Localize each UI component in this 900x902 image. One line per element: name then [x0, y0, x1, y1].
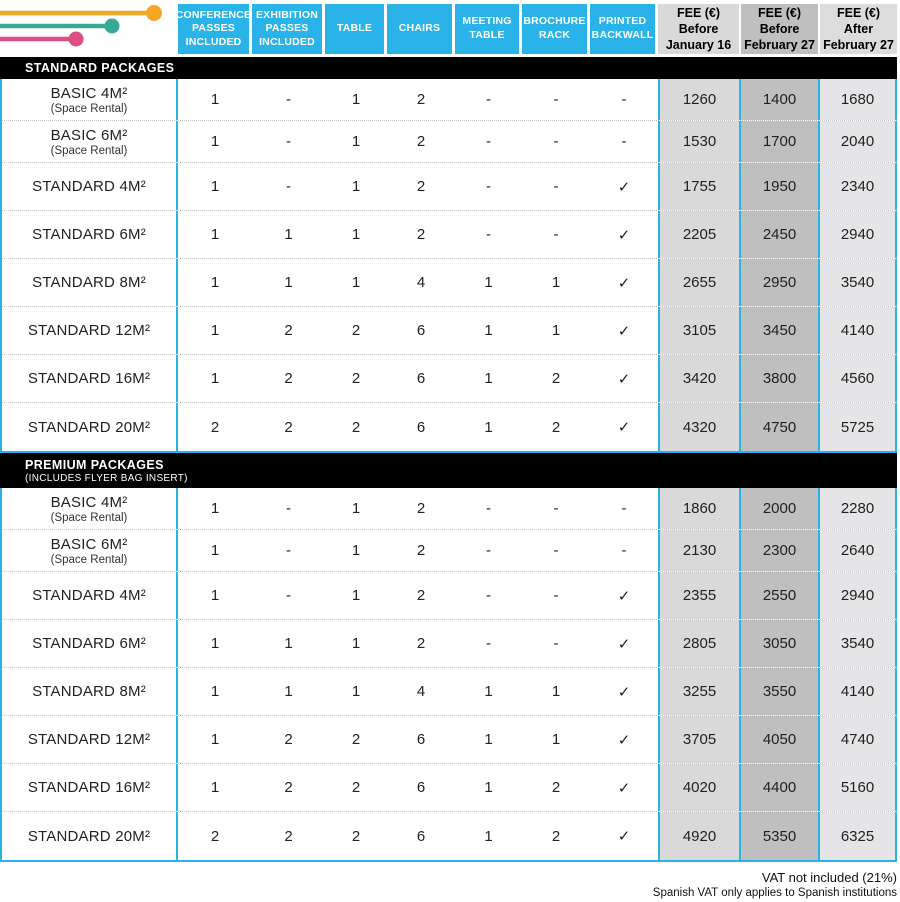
fee-cell: 3705	[658, 716, 739, 763]
fee-header-line: February 27	[744, 38, 815, 53]
value-cell: 2	[351, 322, 361, 339]
value-cell: 1	[484, 274, 493, 291]
table-row	[2, 307, 897, 355]
value-cell: 6	[416, 322, 426, 339]
table-row	[2, 79, 897, 121]
header-brochure-rack: BROCHURE RACK	[522, 4, 590, 54]
package-name-cell	[2, 572, 178, 619]
value-cell: 6	[416, 418, 426, 436]
table-row	[2, 403, 897, 451]
package-name: BASIC 4M²	[50, 493, 128, 511]
value-cell: -	[621, 500, 627, 517]
section-rows	[0, 79, 897, 453]
value-cell: 2	[416, 226, 426, 243]
package-name: STANDARD 16M²	[27, 779, 151, 796]
package-subtitle: (Space Rental)	[50, 511, 128, 524]
checkmark: ✓	[617, 635, 631, 653]
checkmark: ✓	[617, 419, 631, 436]
value-cell: 2	[416, 635, 426, 652]
value-cell: 2	[351, 370, 361, 387]
fee-cell: 4320	[658, 403, 739, 451]
value-cell: 2	[551, 370, 561, 387]
fee-cell: 3540	[818, 259, 897, 306]
checkmark: ✓	[617, 587, 631, 605]
package-name-cell	[2, 259, 178, 306]
section-header	[0, 453, 897, 488]
package-name-cell	[2, 620, 178, 667]
fee-cell: 6325	[818, 812, 897, 860]
value-cell: 1	[484, 683, 493, 700]
fee-cell: 2640	[818, 530, 897, 571]
fee-header-line: FEE (€)	[836, 5, 881, 20]
table-body	[0, 57, 897, 862]
table-row	[2, 259, 897, 307]
fee-cell: 5160	[818, 764, 897, 811]
value-cell: 2	[551, 779, 561, 796]
value-cell: 2	[551, 418, 561, 436]
value-cell: -	[553, 91, 559, 108]
vat-note	[0, 870, 897, 899]
table-row	[2, 355, 897, 403]
fee-cell: 3105	[658, 307, 739, 354]
value-cell: -	[286, 500, 291, 517]
package-name: STANDARD 6M²	[32, 635, 146, 652]
header-fee-before-feb27	[739, 4, 818, 54]
value-cell: 4	[416, 274, 426, 291]
checkmark: ✓	[617, 322, 631, 340]
fee-cell: 2205	[658, 211, 739, 258]
package-name-cell	[2, 211, 178, 258]
checkmark: ✓	[617, 274, 631, 292]
value-cell: 1	[484, 322, 493, 339]
fee-header-line: After	[843, 21, 874, 36]
value-cell: 2	[284, 827, 293, 845]
table-row	[2, 211, 897, 259]
value-cell: 1	[551, 683, 561, 700]
value-cell: -	[621, 133, 627, 150]
fee-cell: 3800	[739, 355, 818, 402]
package-name: STANDARD 20M²	[27, 418, 151, 436]
value-cell: -	[286, 91, 291, 108]
value-cell: 1	[210, 370, 220, 387]
value-cell: 1	[284, 274, 293, 291]
package-name-cell	[2, 530, 178, 571]
table-header	[0, 0, 897, 57]
value-cell: 2	[416, 133, 426, 150]
checkmark: ✓	[617, 370, 631, 388]
header-meeting-table: MEETING TABLE	[455, 4, 522, 54]
value-cell: 2	[284, 418, 293, 436]
value-cell: 1	[551, 731, 561, 748]
value-cell: 2	[210, 827, 220, 845]
value-cell: 1	[484, 779, 493, 796]
value-cell: 1	[284, 683, 293, 700]
fee-cell: 2355	[658, 572, 739, 619]
fee-cell: 5725	[818, 403, 897, 451]
fee-cell: 3255	[658, 668, 739, 715]
section-title: STANDARD PACKAGES	[25, 61, 175, 75]
package-name-cell	[2, 355, 178, 402]
header-fee-after-feb27	[818, 4, 897, 54]
value-cell: -	[486, 91, 491, 108]
value-cell: -	[553, 226, 559, 243]
value-cell: 2	[416, 587, 426, 604]
checkmark: ✓	[617, 779, 631, 797]
vat-note-line2: Spanish VAT only applies to Spanish institutions	[652, 887, 897, 899]
fee-cell: 4400	[739, 764, 818, 811]
package-name: BASIC 6M²	[50, 126, 128, 144]
fee-cell: 2940	[818, 211, 897, 258]
value-cell: 6	[416, 731, 426, 748]
value-cell: 2	[210, 418, 220, 436]
value-cell: -	[553, 635, 559, 652]
value-cell: 1	[351, 178, 361, 195]
value-cell: -	[286, 587, 291, 604]
table-row	[2, 488, 897, 530]
package-name-cell	[2, 488, 178, 529]
fee-cell: 1755	[658, 163, 739, 210]
value-cell: -	[486, 178, 491, 195]
value-cell: 1	[351, 683, 361, 700]
package-name: BASIC 6M²	[50, 535, 128, 553]
value-cell: 2	[416, 91, 426, 108]
fee-cell: 4140	[818, 307, 897, 354]
checkmark: ✓	[617, 828, 631, 845]
section-subtitle: (INCLUDES FLYER BAG INSERT)	[25, 472, 188, 484]
value-cell: 1	[284, 635, 293, 652]
checkmark: ✓	[617, 731, 631, 749]
package-name: STANDARD 16M²	[27, 370, 151, 387]
value-cell: 2	[351, 779, 361, 796]
value-cell: 1	[484, 418, 493, 436]
value-cell: 1	[484, 827, 493, 845]
value-cell: -	[486, 500, 491, 517]
fee-cell: 3050	[739, 620, 818, 667]
fee-cell: 3450	[739, 307, 818, 354]
value-cell: 1	[210, 91, 220, 108]
table-row	[2, 572, 897, 620]
package-name-cell	[2, 307, 178, 354]
value-cell: 4	[416, 683, 426, 700]
fee-cell: 2280	[818, 488, 897, 529]
header-fee-before-jan16	[658, 4, 739, 54]
fee-cell: 2655	[658, 259, 739, 306]
value-cell: -	[486, 226, 491, 243]
fee-header-line: FEE (€)	[676, 5, 721, 20]
value-cell: -	[553, 542, 559, 559]
vat-note-line1: VAT not included (21%)	[761, 870, 897, 885]
header-exhibition-passes: EXHIBITION PASSES INCLUDED	[252, 4, 325, 54]
fee-cell: 1950	[739, 163, 818, 210]
header-conference-passes: CONFERENCE PASSES INCLUDED	[178, 4, 252, 54]
value-cell: -	[286, 133, 291, 150]
value-cell: 1	[210, 322, 220, 339]
section-rows	[0, 488, 897, 862]
fee-cell: 1680	[818, 79, 897, 120]
fee-cell: 4140	[818, 668, 897, 715]
value-cell: -	[553, 587, 559, 604]
value-cell: 1	[351, 542, 361, 559]
value-cell: 6	[416, 370, 426, 387]
value-cell: 1	[210, 178, 220, 195]
fee-cell: 4750	[739, 403, 818, 451]
value-cell: 1	[351, 226, 361, 243]
fee-cell: 5350	[739, 812, 818, 860]
header-chairs: CHAIRS	[387, 4, 455, 54]
fee-cell: 1530	[658, 121, 739, 162]
checkmark: ✓	[617, 178, 631, 196]
value-cell: 2	[284, 779, 293, 796]
package-name-cell	[2, 121, 178, 162]
fee-cell: 3550	[739, 668, 818, 715]
value-cell: 1	[551, 274, 561, 291]
table-row	[2, 121, 897, 163]
value-cell: -	[553, 133, 559, 150]
fee-cell: 2300	[739, 530, 818, 571]
fee-cell: 2450	[739, 211, 818, 258]
table-row	[2, 764, 897, 812]
value-cell: 1	[484, 370, 493, 387]
value-cell: 6	[416, 827, 426, 845]
fee-cell: 4740	[818, 716, 897, 763]
fee-cell: 2340	[818, 163, 897, 210]
value-cell: 2	[351, 418, 361, 436]
package-name: STANDARD 4M²	[32, 178, 146, 195]
package-name: STANDARD 12M²	[27, 322, 151, 339]
fee-cell: 1700	[739, 121, 818, 162]
fee-cell: 2950	[739, 259, 818, 306]
value-cell: 1	[351, 274, 361, 291]
value-cell: 1	[210, 779, 220, 796]
fee-cell: 4020	[658, 764, 739, 811]
value-cell: 2	[351, 731, 361, 748]
value-cell: 1	[210, 731, 220, 748]
package-name: STANDARD 6M²	[32, 226, 146, 243]
value-cell: 1	[484, 731, 493, 748]
value-cell: 1	[284, 226, 293, 243]
package-subtitle: (Space Rental)	[50, 553, 128, 566]
fee-cell: 2040	[818, 121, 897, 162]
table-row	[2, 716, 897, 764]
table-row	[2, 812, 897, 860]
package-subtitle: (Space Rental)	[50, 102, 128, 115]
value-cell: -	[621, 91, 627, 108]
fee-cell: 1260	[658, 79, 739, 120]
fee-header-line: FEE (€)	[757, 5, 802, 20]
checkmark: ✓	[617, 226, 631, 244]
value-cell: -	[486, 587, 491, 604]
value-cell: 2	[551, 827, 561, 845]
fee-cell: 1400	[739, 79, 818, 120]
value-cell: 1	[351, 91, 361, 108]
value-cell: -	[553, 500, 559, 517]
fee-header-line: Before	[678, 21, 719, 36]
fee-cell: 4050	[739, 716, 818, 763]
value-cell: 6	[416, 779, 426, 796]
fee-cell: 2130	[658, 530, 739, 571]
value-cell: 1	[210, 635, 220, 652]
table-row	[2, 668, 897, 716]
package-name-cell	[2, 79, 178, 120]
value-cell: 1	[210, 683, 220, 700]
package-subtitle: (Space Rental)	[50, 144, 128, 157]
value-cell: 2	[351, 827, 361, 845]
value-cell: 1	[210, 542, 220, 559]
package-name-cell	[2, 812, 178, 860]
fee-header-line: February 27	[823, 38, 894, 53]
fee-cell: 2940	[818, 572, 897, 619]
value-cell: 2	[416, 178, 426, 195]
value-cell: 1	[210, 274, 220, 291]
fee-cell: 2000	[739, 488, 818, 529]
value-cell: 1	[351, 587, 361, 604]
value-cell: -	[486, 133, 491, 150]
fee-cell: 4920	[658, 812, 739, 860]
package-name-cell	[2, 668, 178, 715]
value-cell: 1	[210, 226, 220, 243]
value-cell: 1	[210, 500, 220, 517]
package-name: STANDARD 20M²	[27, 827, 151, 845]
header-table: TABLE	[325, 4, 387, 54]
value-cell: -	[286, 542, 291, 559]
value-cell: 2	[284, 370, 293, 387]
package-name: STANDARD 12M²	[27, 731, 151, 748]
fee-cell: 2550	[739, 572, 818, 619]
package-name: STANDARD 8M²	[32, 274, 146, 291]
value-cell: 1	[351, 635, 361, 652]
header-printed-backwall: PRINTED BACKWALL	[590, 4, 658, 54]
header-empty-cell	[0, 4, 178, 54]
value-cell: 1	[210, 587, 220, 604]
table-row	[2, 163, 897, 211]
fee-header-line: January 16	[665, 38, 732, 53]
package-name-cell	[2, 764, 178, 811]
value-cell: 2	[284, 731, 293, 748]
section-header	[0, 57, 897, 79]
value-cell: 1	[551, 322, 561, 339]
fee-cell: 1860	[658, 488, 739, 529]
package-name: STANDARD 4M²	[32, 587, 146, 604]
value-cell: -	[621, 542, 627, 559]
value-cell: 2	[416, 500, 426, 517]
value-cell: 1	[210, 133, 220, 150]
fee-cell: 3420	[658, 355, 739, 402]
table-row	[2, 530, 897, 572]
value-cell: 1	[351, 133, 361, 150]
fee-cell: 3540	[818, 620, 897, 667]
package-name-cell	[2, 163, 178, 210]
package-name: STANDARD 8M²	[32, 683, 146, 700]
value-cell: 2	[284, 322, 293, 339]
fee-cell: 2805	[658, 620, 739, 667]
value-cell: 2	[416, 542, 426, 559]
fee-header-line: Before	[759, 21, 800, 36]
fee-cell: 4560	[818, 355, 897, 402]
checkmark: ✓	[617, 683, 631, 701]
package-name-cell	[2, 716, 178, 763]
package-name: BASIC 4M²	[50, 84, 128, 102]
package-name-cell	[2, 403, 178, 451]
table-row	[2, 620, 897, 668]
value-cell: -	[486, 542, 491, 559]
value-cell: 1	[351, 500, 361, 517]
section-title: PREMIUM PACKAGES	[25, 457, 164, 472]
value-cell: -	[486, 635, 491, 652]
value-cell: -	[286, 178, 291, 195]
value-cell: -	[553, 178, 559, 195]
